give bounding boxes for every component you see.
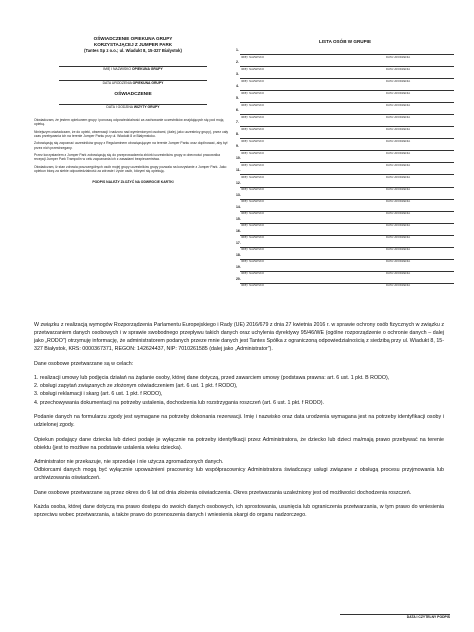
member-name-caption: IMIĘ I NAZWISKO bbox=[241, 235, 264, 240]
group-member-row[interactable] bbox=[236, 204, 454, 216]
member-name-caption: IMIĘ I NAZWISKO bbox=[241, 211, 264, 216]
member-name-caption: IMIĘ I NAZWISKO bbox=[241, 78, 264, 83]
group-member-row[interactable] bbox=[236, 131, 454, 143]
row-entry-line[interactable] bbox=[240, 102, 454, 103]
row-entry-line[interactable] bbox=[240, 174, 454, 175]
row-entry-line[interactable] bbox=[240, 223, 454, 224]
member-birthdate-caption: DATA URODZENIA bbox=[386, 247, 411, 252]
group-member-row[interactable] bbox=[236, 240, 454, 252]
member-name-caption: IMIĘ I NAZWISKO bbox=[241, 187, 264, 192]
row-number: 5. bbox=[236, 96, 239, 101]
title-line-1: OŚWIADCZENIE OPIEKUNA GRUPY bbox=[93, 36, 173, 41]
row-number: 13. bbox=[236, 192, 241, 197]
group-member-row[interactable] bbox=[236, 119, 454, 131]
group-list bbox=[236, 39, 454, 288]
member-name-caption: IMIĘ I NAZWISKO bbox=[241, 175, 264, 180]
member-name-caption: IMIĘ I NAZWISKO bbox=[241, 54, 264, 59]
member-birthdate-caption: DATA URODZENIA bbox=[386, 54, 411, 59]
row-number: 19. bbox=[236, 264, 241, 269]
group-member-row[interactable] bbox=[236, 180, 454, 192]
member-name-caption: IMIĘ I NAZWISKO bbox=[241, 247, 264, 252]
group-member-row[interactable] bbox=[236, 216, 454, 228]
row-entry-line[interactable] bbox=[240, 235, 454, 236]
row-number: 8. bbox=[236, 132, 239, 137]
gdpr-information bbox=[34, 321, 444, 526]
company-address: (Tantes Sp z o.o.; ul. Wiadukt 8, 15-327 Białystok) bbox=[84, 48, 182, 53]
row-number: 10. bbox=[236, 156, 241, 161]
row-entry-line[interactable] bbox=[240, 114, 454, 115]
group-member-row[interactable] bbox=[236, 264, 454, 276]
title-line-2: KORZYSTAJĄCEJ Z JUMPER PARK bbox=[93, 42, 173, 47]
member-birthdate-caption: DATA URODZENIA bbox=[386, 187, 411, 192]
row-number: 2. bbox=[236, 60, 239, 65]
section-title: OŚWIADCZENIE bbox=[114, 92, 152, 98]
row-entry-line[interactable] bbox=[240, 247, 454, 248]
member-birthdate-caption: DATA URODZENIA bbox=[386, 138, 411, 143]
row-entry-line[interactable] bbox=[240, 211, 454, 212]
declaration-paragraph: Zobowiązuję się zapoznać uczestników grupy z Regulaminem obowiązującym na terenie Jumper Parku oraz dopilnować, aby był przez nich przestrzegany. bbox=[34, 141, 228, 150]
row-number: 16. bbox=[236, 228, 241, 233]
row-number: 4. bbox=[236, 84, 239, 89]
group-member-row[interactable] bbox=[236, 83, 454, 95]
gdpr-intro: W związku z realizacją wymogów Rozporządzenia Parlamentu Europejskiego i Rady (UE) 2016/679 z dnia 27 kwietnia 2016 r. w sprawie ochrony osób fizycznych w związku z przetwarzaniem danych osobowych i w sprawie swobodnego przepływu takich danych oraz uchylenia dyrektywy 95/46/WE (ogólne rozporządzenie o ochronie danych – dalej jako „RODO”) otrzymuję informację, że administratorem podanych przeze mnie danych jest Tantes Spółka z ograniczoną odpowiedzialnością z siedzibą przy ul. Wiadukt 8, 15-327 Białystok, KRS: 0000367371, REGON: 142624437, NIP: 7010261585 (dalej jako „Administrator”). bbox=[34, 322, 444, 353]
row-entry-line[interactable] bbox=[240, 78, 454, 79]
visit-datetime-label: DATA I GODZINA WIZYTY GRUPY bbox=[106, 105, 160, 110]
member-birthdate-caption: DATA URODZENIA bbox=[386, 78, 411, 83]
member-birthdate-caption: DATA URODZENIA bbox=[386, 90, 411, 95]
group-member-row[interactable] bbox=[236, 47, 454, 59]
row-entry-line[interactable] bbox=[240, 54, 454, 55]
gdpr-rights: Każda osoba, której dane dotyczą ma prawo dostępu do swoich danych osobowych, ich sprostowania, usunięcia lub ograniczenia przetwarzania, w tym prawo do wniesienia sprzeciwu wobec przetwarzania, a także prawo do przenoszenia danych i wniesienia skargi do organu nadzorczego. bbox=[34, 504, 444, 519]
group-list-title: LISTA OSÓB W GRUPIE bbox=[318, 39, 372, 44]
member-birthdate-caption: DATA URODZENIA bbox=[386, 259, 411, 264]
member-birthdate-caption: DATA URODZENIA bbox=[386, 114, 411, 119]
member-birthdate-caption: DATA URODZENIA bbox=[386, 199, 411, 204]
row-number: 14. bbox=[236, 204, 241, 209]
group-member-row[interactable] bbox=[236, 107, 454, 119]
visit-datetime-field[interactable] bbox=[59, 97, 207, 105]
group-member-row[interactable] bbox=[236, 192, 454, 204]
member-birthdate-caption: DATA URODZENIA bbox=[386, 175, 411, 180]
final-signature[interactable] bbox=[340, 614, 450, 619]
member-name-caption: IMIĘ I NAZWISKO bbox=[241, 259, 264, 264]
row-entry-line[interactable] bbox=[240, 126, 454, 127]
gdpr-purposes-header: Dane osobowe przetwarzane są w celach: bbox=[34, 360, 134, 367]
member-name-caption: IMIĘ I NAZWISKO bbox=[241, 223, 264, 228]
row-entry-line[interactable] bbox=[240, 271, 454, 272]
gdpr-guardian-data: Opiekun podający dane dziecka lub dzieci podaje je wyłącznie na potrzeby identyfikacji przez Administratora, że dziecko lub dzieci ma/mają prawo przebywać na terenie obiektu (jest to możliwe na podstawie ustalenia wieku dziecka). bbox=[34, 436, 444, 451]
member-birthdate-caption: DATA URODZENIA bbox=[386, 235, 411, 240]
row-entry-line[interactable] bbox=[240, 150, 454, 151]
row-entry-line[interactable] bbox=[240, 138, 454, 139]
guardian-birthdate-label: DATA URODZENIA OPIEKUNA GRUPY bbox=[102, 80, 164, 85]
row-entry-line[interactable] bbox=[240, 259, 454, 260]
row-entry-line[interactable] bbox=[240, 162, 454, 163]
declaration-paragraph: Oświadczam, iż stan zdrowia poszczególnych osób mojej grupy uczestników grupy pozwala na korzystanie z Jumper Park. Jako opiekun biorę za siebie odpowiedzialność za zdrowie i życie osób, którymi się opiekuję. bbox=[34, 164, 227, 174]
gdpr-recipients: Odbiorcami danych mogą być wyłącznie upoważnieni pracownicy lub współpracownicy Administratora świadczący usługi związane z obsługą procesu przyjmowania lub archiwizowania oświadczeń. bbox=[34, 467, 444, 482]
member-name-caption: IMIĘ I NAZWISKO bbox=[241, 102, 264, 107]
guardian-birthdate-field[interactable] bbox=[59, 72, 207, 81]
group-member-row[interactable] bbox=[236, 155, 454, 167]
member-name-caption: IMIĘ I NAZWISKO bbox=[241, 90, 264, 95]
declaration-paragraph: Oświadczam, że jestem opiekunem grupy i ponoszę odpowiedzialność za zachowanie uczestników znajdujących się pod moją opieką. bbox=[34, 117, 224, 127]
row-number: 1. bbox=[236, 48, 239, 52]
row-number: 20. bbox=[236, 276, 241, 281]
member-name-caption: IMIĘ I NAZWISKO bbox=[241, 283, 264, 288]
member-birthdate-caption: DATA URODZENIA bbox=[386, 150, 411, 155]
gdpr-retention: Dane osobowe przetwarzane są przez okres do 6 lat od dnia złożenia oświadczenia. Okres przetwarzania uzależniony jest od możliwości dochodzenia roszczeń. bbox=[34, 489, 412, 496]
row-number: 18. bbox=[236, 252, 241, 257]
member-birthdate-caption: DATA URODZENIA bbox=[386, 126, 411, 131]
row-entry-line[interactable] bbox=[240, 199, 454, 200]
signature-note: PODPIS NALEŻY ZŁOŻYĆ NA ODWROCIE KARTKI bbox=[92, 179, 174, 184]
group-list-rows bbox=[236, 47, 454, 288]
member-name-caption: IMIĘ I NAZWISKO bbox=[241, 114, 264, 119]
row-number: 6. bbox=[236, 108, 239, 113]
group-member-row[interactable] bbox=[236, 95, 454, 107]
declaration-paragraph: Niniejszym oświadczam, że do opieki, obserwacji i nadzoru nad wymienionymi osobami, (dalej, jako uczestnicy grupy), przez cały czas przebywania ich na terenie Jumper Parku przy ul. Wiadukt 8 w Białymstoku. bbox=[34, 129, 229, 138]
gdpr-purpose-item: 4. przechowywania dokumentacji na potrzeby ustalenia, dochodzenia lub rozstrzygania roszczeń (art. 6 ust. 1 pkt. f RODO). bbox=[34, 399, 324, 406]
row-entry-line[interactable] bbox=[240, 283, 454, 284]
member-name-caption: IMIĘ I NAZWISKO bbox=[241, 126, 264, 131]
group-member-row[interactable] bbox=[236, 167, 454, 179]
member-birthdate-caption: DATA URODZENIA bbox=[386, 102, 411, 107]
group-member-row[interactable] bbox=[236, 143, 454, 155]
final-signature-label: DATA I CZYTELNY PODPIS bbox=[406, 615, 450, 619]
member-name-caption: IMIĘ I NAZWISKO bbox=[241, 271, 264, 276]
member-birthdate-caption: DATA URODZENIA bbox=[386, 163, 411, 168]
group-member-row[interactable] bbox=[236, 252, 454, 264]
member-name-caption: IMIĘ I NAZWISKO bbox=[241, 163, 264, 168]
guardian-declaration bbox=[34, 36, 232, 184]
guardian-name-field[interactable] bbox=[59, 58, 207, 67]
gdpr-purpose-item: 2. obsługi zapytań związanych ze złożonym oświadczeniem (art. 6 ust. 1 pkt. f RODO), bbox=[34, 383, 238, 390]
row-number: 7. bbox=[236, 120, 239, 125]
group-member-row[interactable] bbox=[236, 71, 454, 83]
member-birthdate-caption: DATA URODZENIA bbox=[386, 211, 411, 216]
row-number: 15. bbox=[236, 216, 241, 221]
group-member-row[interactable] bbox=[236, 228, 454, 240]
declaration-text bbox=[34, 118, 232, 174]
member-name-caption: IMIĘ I NAZWISKO bbox=[241, 150, 264, 155]
row-entry-line[interactable] bbox=[240, 90, 454, 91]
row-entry-line[interactable] bbox=[240, 187, 454, 188]
gdpr-required-data: Podanie danych na formularzu zgody jest wymagane na potrzeby dokonania rezerwacji. Imię i nazwisko oraz data urodzenia wymagana jest na potrzeby identyfikacji osoby i udzielonej zgody. bbox=[34, 414, 444, 429]
member-birthdate-caption: DATA URODZENIA bbox=[386, 66, 411, 71]
gdpr-purpose-item: 1. realizacji umowy lub podjęcia działań na żądanie osoby, której dane dotyczą, przed zawarciem umowy (podstawa prawna: art. 6 ust. 1 pkt. B RODO), bbox=[34, 375, 390, 382]
member-birthdate-caption: DATA URODZENIA bbox=[386, 271, 411, 276]
member-birthdate-caption: DATA URODZENIA bbox=[386, 283, 411, 288]
member-name-caption: IMIĘ I NAZWISKO bbox=[241, 138, 264, 143]
row-number: 17. bbox=[236, 240, 241, 245]
guardian-name-label: IMIĘ I NAZWISKO OPIEKUNA GRUPY bbox=[103, 67, 163, 71]
row-number: 12. bbox=[236, 180, 241, 185]
gdpr-purpose-item: 3. obsługi reklamacji i skarg (art. 6 ust. 1 pkt. f RODO), bbox=[34, 391, 163, 398]
group-member-row[interactable] bbox=[236, 59, 454, 71]
row-number: 3. bbox=[236, 72, 239, 77]
row-number: 9. bbox=[236, 144, 239, 149]
form-title bbox=[34, 36, 232, 54]
row-number: 11. bbox=[236, 168, 241, 173]
member-birthdate-caption: DATA URODZENIA bbox=[386, 223, 411, 228]
group-member-row[interactable] bbox=[236, 276, 454, 288]
member-name-caption: IMIĘ I NAZWISKO bbox=[241, 66, 264, 71]
declaration-paragraph: Przez korzystaniem z Jumper Park zobowiązuję się do przeprowadzenia zbiórki uczestników grupy w obecności pracownika recepcji Jumper Park Trampolin w celu zapoznania ich z zasadami bezpieczeństwa. bbox=[34, 153, 221, 162]
row-entry-line[interactable] bbox=[240, 66, 454, 67]
gdpr-admin-note: Administrator nie przekazuje, nie sprzedaje i nie użycza zgromadzonych danych. bbox=[34, 459, 224, 466]
member-name-caption: IMIĘ I NAZWISKO bbox=[241, 199, 264, 204]
